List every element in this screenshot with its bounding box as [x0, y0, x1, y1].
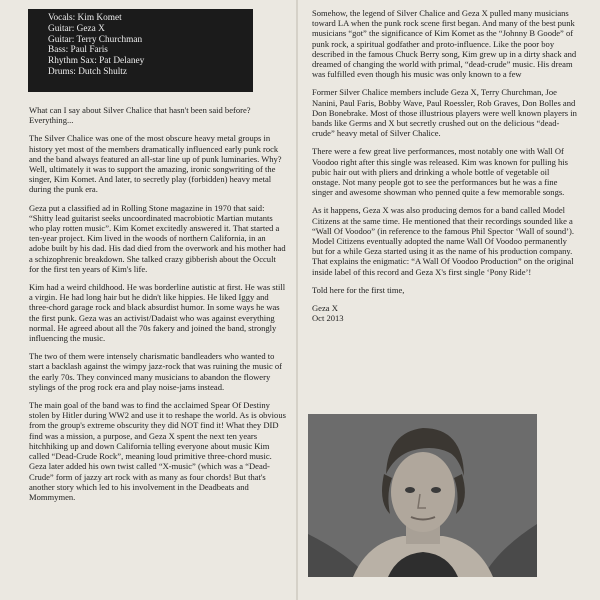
paragraph: What can I say about Silver Chalice that hasn't been said before? Everything...: [29, 105, 251, 126]
paragraph: The two of them were intensely charismatic bandleaders who wanted to start a backlash against the wimpy jazz-rock that was ruining the music of the early 70s. They convinced many musicians to abandon the flowery stylings of the prog rock era and play noise-jams instead.: [29, 351, 283, 392]
paragraph: There were a few great live performances, most notably one with Wall Of Voodoo right after this single was released. Kim was known for pulling his pubic hair out with pliers and drinking a whole bottle of vegetable oil onstage. Not many people got to see the performances but he was a fine singer and awesome showman who penned quite a few memorable songs.: [312, 146, 568, 198]
credit-line: Rhythm Sax: Pat Delaney: [48, 56, 145, 67]
paragraph: The Silver Chalice was one of the most obscure heavy metal groups in history yet most of the members dramatically influenced early punk rock and the band always featured an all-star line up of punk luminaries. Why? Well, ultimately it was to support the amazing, ironic songwriting of the singer, Kim Komet. And later, to secretly play (forbidden) heavy metal during the punk era.: [29, 133, 282, 195]
credit-line: Drums: Dutch Shultz: [48, 66, 128, 77]
credit-line: Bass: Paul Faris: [48, 45, 108, 56]
signature-date: Oct 2013: [312, 313, 344, 324]
portrait-illustration: [308, 414, 537, 577]
paragraph: Somehow, the legend of Silver Chalice and Geza X pulled many musicians toward LA when the punk rock scene first began. And many of the best punk musicians “got” the significance of Kim Komet as the “Johnny B Goode” of punk rock, a spiritual godfather and proto-influence. Like the poor boy described in the famous Chuck Berry song, Kim grew up in a dirty shack and dreamed of changing the world with primal, “dead-crude” music. His dream was fulfilled even though his music was only known to a few: [312, 8, 577, 80]
paragraph: Former Silver Chalice members include Geza X, Terry Churchman, Joe Nanini, Paul Faris, Bobby Wave, Paul Roessler, Rob Graves, Don Bolles and Don Bonebrake. Most of those illustrious players were well known players in bands like Germs and X but secretly crushed out on the delicious “dead-crude” heavy metal of Silver Chalice.: [312, 87, 577, 139]
portrait-photo: [308, 414, 537, 577]
paragraph: The main goal of the band was to find the acclaimed Spear Of Destiny stolen by Hitler during WW2 and use it to reshape the world. As is obvious from the group's extreme obscurity they did NOT find it! What they DID find was a mission, a purpose, and Geza X spent the next ten years hitchhiking up and down California telling everyone about music Kim called “Dead-Crude Rock”, meaning loud primitive three-chord music. Geza later added his own twist called “X-music” (which was a “Dead-Crude” form of jazzy art rock with as many as four chords! But that's another story which led to his involvement in the Deadbeats and Mommymen.: [29, 400, 286, 502]
center-fold: [296, 0, 298, 600]
paragraph: Kim had a weird childhood. He was borderline autistic at first. He was still a virgin. He had long hair but he didn't like hippies. He liked Iggy and three-chord garage rock and black absurdist humor. In some ways he was the first punk. Geza was an activist/Dadaist who was against everything normal. He agreed about all the 70s fakery and joined the band, strongly influencing the music.: [29, 282, 286, 344]
credit-line: Guitar: Geza X: [48, 23, 105, 34]
credit-line: Vocals: Kim Komet: [48, 13, 122, 23]
right-column: [312, 8, 577, 323]
paragraph: Told here for the first time,: [312, 284, 405, 295]
paragraph: As it happens, Geza X was also producing demos for a band called Model Citizens at the same time. He mentioned that their recordings sounded like a “Wall Of Voodoo” (in reference to the famous Phil Spector ‘Wall of sound’). Model Citizens eventually adopted the name Wall Of Voodoo permanently but for a while Geza started using it as the name of his production company. That explains the enigmatic: “A Wall Of Voodoo Production” on the original inside label of this record and Geza X's first single ‘Pony Ride’!: [312, 205, 575, 277]
credit-line: Guitar: Terry Churchman: [48, 34, 143, 45]
credits-box: [28, 9, 253, 92]
paragraph: Geza put a classified ad in Rolling Stone magazine in 1970 that said: “Shitty lead guitarist seeks uncoordinated macrobiotic Martian mutants who play rotten music”. Kim Komet excitedly answered it. That started a ten-year project. Kim lived in the woods of northern California, in an adobe built by his dad. His dad died from the overwork and his mother had a schizophrenic breakdown. She talked crazy gibberish about the Occult for the first ten years of Kim's life.: [29, 202, 286, 274]
signature-name: Geza X: [312, 303, 338, 314]
left-column: [29, 105, 287, 510]
